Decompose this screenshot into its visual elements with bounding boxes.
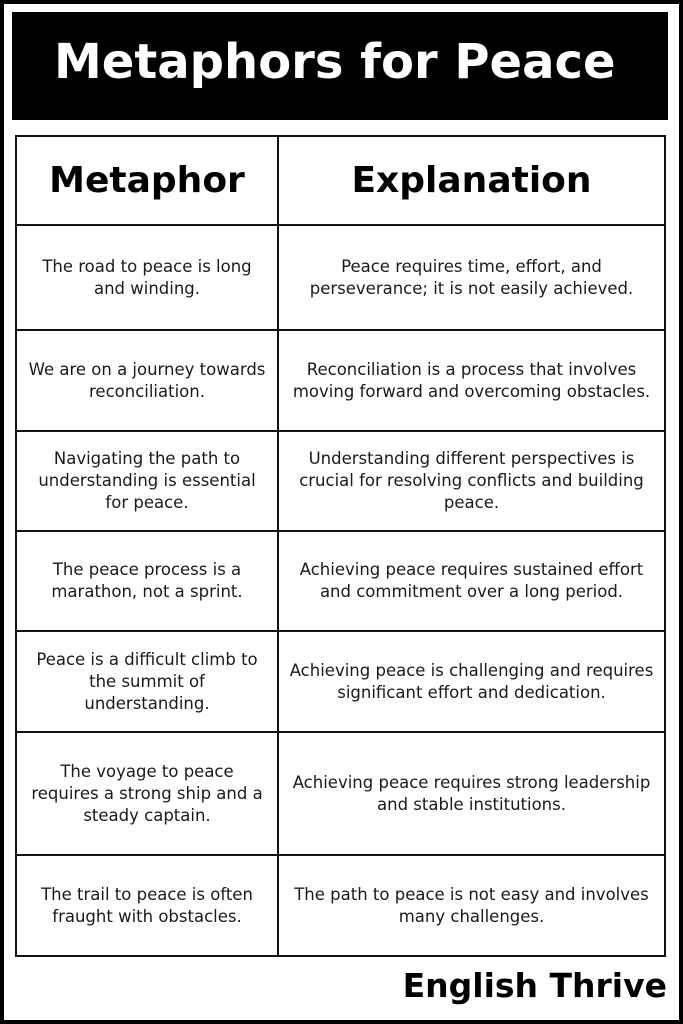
table-row	[16, 225, 665, 330]
table-row	[16, 631, 665, 732]
table-row	[16, 431, 665, 531]
metaphor-cell: We are on a journey towards reconciliation.	[16, 330, 278, 431]
header-metaphor: Metaphor	[16, 136, 278, 225]
explanation-cell: Peace requires time, effort, and perseverance; it is not easily achieved.	[278, 225, 665, 330]
page-title: Metaphors for Peace	[54, 34, 616, 90]
explanation-cell: The path to peace is not easy and involves many challenges.	[278, 855, 665, 956]
table-row	[16, 330, 665, 431]
table-row	[16, 531, 665, 631]
explanation-cell: Reconciliation is a process that involves moving forward and overcoming obstacles.	[278, 330, 665, 431]
explanation-cell: Achieving peace is challenging and requires significant effort and dedication.	[278, 631, 665, 732]
title-bar	[12, 12, 668, 120]
metaphor-cell: Peace is a difficult climb to the summit of understanding.	[16, 631, 278, 732]
metaphor-cell: The voyage to peace requires a strong ship and a steady captain.	[16, 732, 278, 855]
metaphor-cell: The peace process is a marathon, not a sprint.	[16, 531, 278, 631]
table-row	[16, 855, 665, 956]
metaphor-cell: The trail to peace is often fraught with obstacles.	[16, 855, 278, 956]
metaphor-cell: Navigating the path to understanding is essential for peace.	[16, 431, 278, 531]
table-header-row	[16, 136, 665, 225]
header-explanation: Explanation	[278, 136, 665, 225]
table-row	[16, 732, 665, 855]
metaphor-table	[15, 135, 666, 957]
metaphor-cell: The road to peace is long and winding.	[16, 225, 278, 330]
explanation-cell: Achieving peace requires strong leadership and stable institutions.	[278, 732, 665, 855]
explanation-cell: Understanding different perspectives is crucial for resolving conflicts and building peace.	[278, 431, 665, 531]
brand-label: English Thrive	[402, 966, 667, 1005]
explanation-cell: Achieving peace requires sustained effort and commitment over a long period.	[278, 531, 665, 631]
